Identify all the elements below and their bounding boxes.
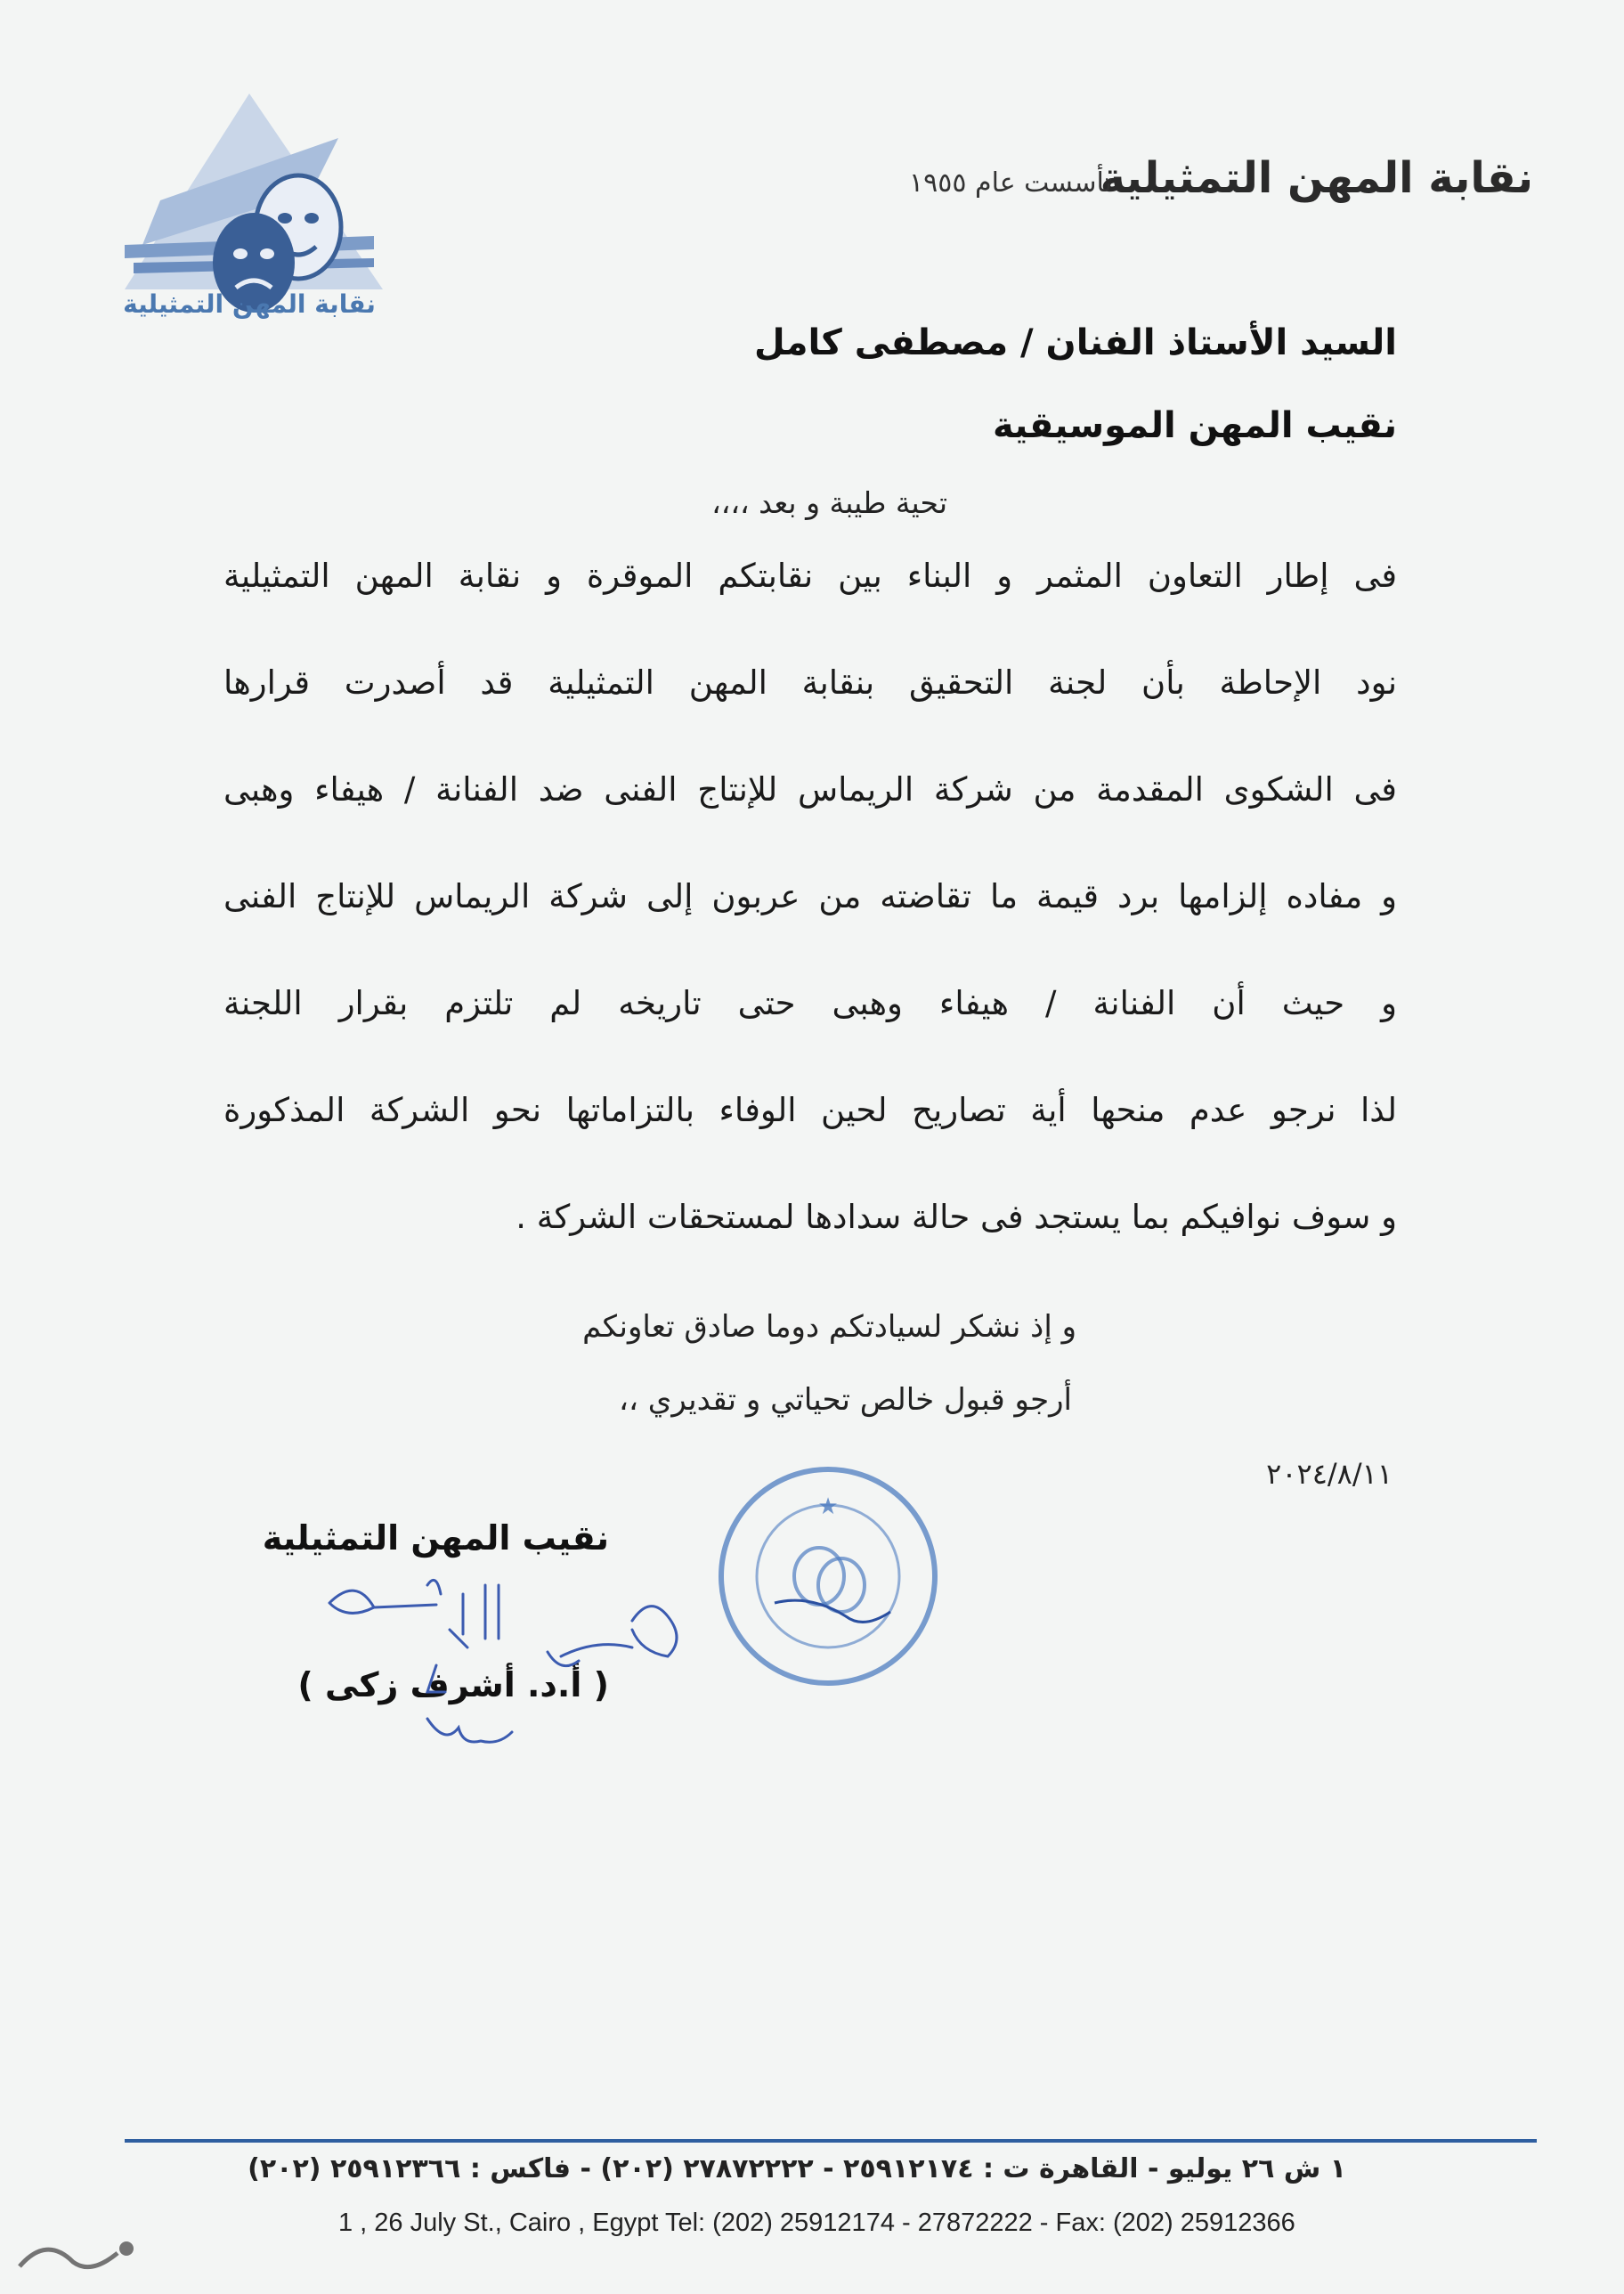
footer-address-english: 1 , 26 July St., Cairo , Egypt Tel: (202) 25912174 - 27872222 - Fax: (202) 25912366 (338, 2209, 1295, 2237)
body-line: فى إطار التعاون المثمر و البناء بين نقابتكم الموقرة و نقابة المهن التمثيلية (223, 557, 1397, 595)
recipient-title: نقيب المهن الموسيقية (993, 405, 1397, 446)
logo-caption: نقابة المهن التمثيلية (123, 289, 376, 319)
body-line: و مفاده إلزامها برد قيمة ما تقاضته من عربون إلى شركة الريماس للإنتاج الفنى (223, 877, 1397, 915)
recipient-name: السيد الأستاذ الفنان / مصطفى كامل (754, 322, 1397, 363)
watermark-logo (11, 2226, 144, 2280)
greeting: تحية طيبة و بعد ،،،، (711, 485, 947, 520)
organization-name: نقابة المهن التمثيلية (1100, 153, 1533, 203)
founded-year: تأسست عام ١٩٥٥ (909, 167, 1112, 199)
body-line: نود الإحاطة بأن لجنة التحقيق بنقابة المهن التمثيلية قد أصدرت قرارها (223, 663, 1397, 702)
closing-line: و إذ نشكر لسيادتكم دوما صادق تعاونكم (582, 1309, 1076, 1345)
signatory-name: ( أ.د. أشرف زكى ) (297, 1665, 609, 1704)
official-stamp (712, 1460, 944, 1692)
footer-address-arabic: ١ ش ٢٦ يوليو - القاهرة ت : ٢٥٩١٢١٧٤ - ٢٧٨٧٢٢٢٢ (٢٠٢) - فاكس : ٢٥٩١٢٣٦٦ (٢٠٢) (248, 2153, 1346, 2184)
body-line: و حيث أن الفنانة / هيفاء وهبى حتى تاريخه لم تلتزم بقرار اللجنة (223, 984, 1397, 1022)
body-line: لذا نرجو عدم منحها أية تصاريح لحين الوفاء بالتزاماتها نحو الشركة المذكورة (223, 1091, 1397, 1129)
handwritten-signature (294, 1567, 703, 1772)
body-line: و سوف نوافيكم بما يستجد فى حالة سدادها لمستحقات الشركة . (516, 1198, 1397, 1236)
body-line: فى الشكوى المقدمة من شركة الريماس للإنتاج الفنى ضد الفنانة / هيفاء وهبى (223, 770, 1397, 809)
letter-date: ٢٠٢٤/٨/١١ (1266, 1457, 1393, 1491)
signatory-title: نقيب المهن التمثيلية (262, 1518, 609, 1558)
footer-rule (125, 2139, 1537, 2143)
svg-text:★: ★ (817, 1493, 839, 1520)
closing-line: أرجو قبول خالص تحياتي و تقديري ،، (618, 1382, 1072, 1418)
